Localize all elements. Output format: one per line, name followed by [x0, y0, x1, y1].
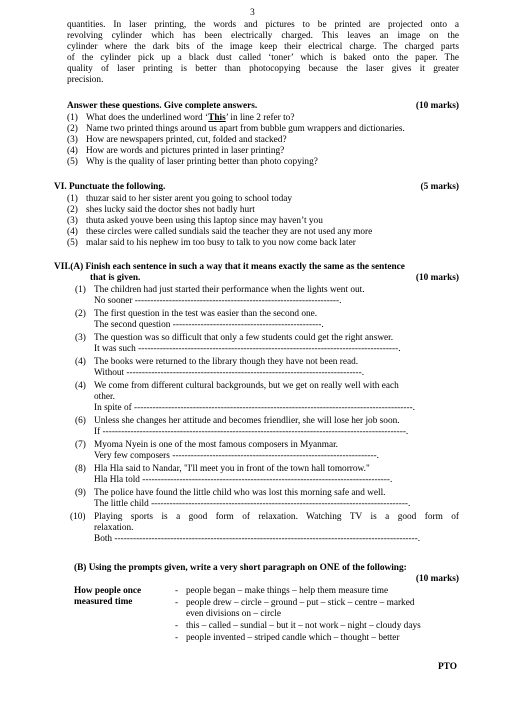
transform-item: (3) The question was so difficult that only a few students could get the right answer.: [75, 333, 394, 343]
intro-line: quality of laser printing is better than photocopying because the laser gives it greater: [67, 64, 459, 74]
answer-line: The little child -----------------------------------------------------------------------------------.: [94, 499, 411, 509]
section-marks: (10 marks): [415, 101, 459, 111]
question-item: (2) Name two printed things around us apart from bubble gum wrappers and dictionaries.: [67, 124, 405, 134]
punctuate-item: (5) malar said to his nephew im too busy to talk to you now come back later: [67, 238, 356, 248]
page-footer: PTO: [438, 662, 457, 672]
punctuate-item: (2) shes lucky said the doctor shes not badly hurt: [67, 205, 255, 215]
transform-item: (4) We come from different cultural backgrounds, but we get on really well with each: [75, 381, 399, 391]
transform-item: (1) The children had just started their performance when the lights went out.: [75, 285, 365, 295]
topic-title-cont: measured time: [74, 597, 133, 607]
transform-item: (7) Myoma Nyein is one of the most famous composers in Myanmar.: [75, 440, 339, 450]
prompt-bullet: -: [175, 586, 179, 596]
prompt-bullet: -: [175, 621, 179, 631]
transform-item: (4) The books were returned to the library though they have not been read.: [75, 357, 359, 367]
section-heading: (B) Using the prompts given, write a very short paragraph on ONE of the following:: [74, 563, 407, 573]
intro-line: cylinder where the dark bits of the image keep their electrical charge. The charged parts: [67, 42, 459, 52]
transform-item: (10) Playing sports is a good form of relaxation. Watching TV is a good form of: [70, 512, 459, 522]
transform-item: (6) Unless she changes her attitude and becomes friendlier, she will lose her job soon.: [75, 416, 400, 426]
topic-title: How people once: [74, 586, 142, 596]
section-heading: VII.(A) Finish each sentence in such a way that it means exactly the same as the sentence: [54, 262, 405, 272]
page-number: 3: [250, 8, 255, 18]
question-item: (4) How are words and pictures printed in laser printing?: [67, 146, 285, 156]
answer-line: Hla Hla told --------------------------------------------------------------------------------.: [94, 475, 393, 485]
answer-line: Both --------------------------------------------------------------------------------------------------.: [94, 534, 421, 544]
section-heading: Answer these questions. Give complete answers.: [67, 101, 258, 111]
transform-item-cont: relaxation.: [94, 523, 134, 533]
intro-line: of the cylinder pick up a black dust called ‘toner’ which is baked onto the paper. The: [67, 53, 459, 63]
section-heading-cont: that is given.: [90, 273, 141, 283]
transform-item: (9) The police have found the little child who was lost this morning safe and well.: [75, 488, 386, 498]
intro-line: quantities. In laser printing, the words and pictures to be printed are projected onto a: [67, 20, 459, 30]
question-item: (3) How are newspapers printed, cut, folded and stacked?: [67, 135, 287, 145]
prompt-item-cont: even divisions on – circle: [186, 609, 282, 619]
punctuate-item: (4) these circles were called sundials said the teacher they are not used any more: [67, 227, 373, 237]
section-marks: (10 marks): [415, 574, 459, 584]
answer-line: Very few composers ------------------------------------------------------------------.: [94, 451, 379, 461]
section-heading: VI. Punctuate the following.: [54, 182, 166, 192]
question-item: (1) What does the underlined word ‘This’ in line 2 refer to?: [67, 113, 295, 123]
prompt-bullet: -: [175, 633, 179, 643]
prompt-item: people drew – circle – ground – put – stick – centre – marked: [186, 598, 415, 608]
prompt-bullet: -: [175, 598, 179, 608]
underlined-word: This: [208, 113, 226, 123]
intro-line: precision.: [67, 75, 104, 85]
answer-line: If --------------------------------------------------------------------------------------------------.: [94, 427, 409, 437]
prompt-item: this – called – sundial – but it – not work – night – cloudy days: [186, 621, 421, 631]
question-item: (5) Why is the quality of laser printing better than photo copying?: [67, 157, 318, 167]
prompt-item: people invented – striped candle which – thought – better: [186, 633, 400, 643]
prompt-item: people began – make things – help them measure time: [186, 586, 389, 596]
answer-line: It was such ------------------------------------------------------------------------------------.: [94, 344, 401, 354]
section-marks: (10 marks): [415, 273, 459, 283]
transform-item: (2) The first question in the test was easier than the second one.: [75, 309, 318, 319]
section-marks: (5 marks): [420, 182, 459, 192]
answer-line: No sooner ------------------------------------------------------------------.: [94, 296, 342, 306]
punctuate-item: (3) thuta asked youve been using this laptop since may haven’t you: [67, 216, 323, 226]
answer-line: Without ----------------------------------------------------------------------------.: [94, 368, 365, 378]
answer-line: In spite of ------------------------------------------------------------------------------------------.: [94, 403, 415, 413]
intro-line: revolving cylinder which has been electrically charged. This leaves an image on the: [67, 31, 459, 41]
answer-line: The second question ------------------------------------------------.: [94, 320, 324, 330]
transform-item: (8) Hla Hla said to Nandar, "I'll meet you in front of the town hall tomorrow.": [75, 464, 370, 474]
transform-item-cont: other.: [94, 392, 115, 402]
punctuate-item: (1) thuzar said to her sister arent you going to school today: [67, 194, 293, 204]
